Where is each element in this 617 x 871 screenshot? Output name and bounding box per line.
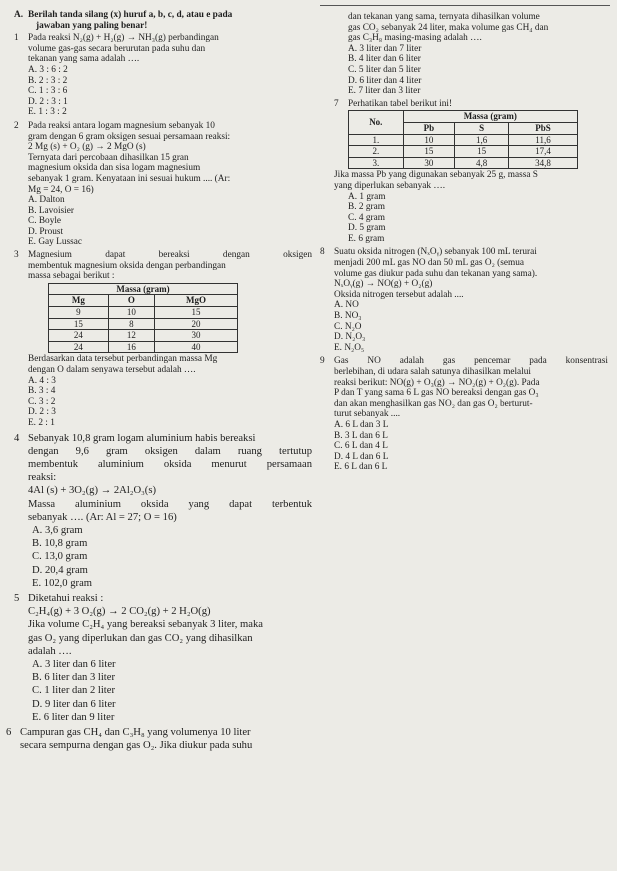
option-b[interactable]: B. Lavoisier — [28, 205, 74, 216]
question-text-line: berlebihan, di udara salah satunya dihasilkan melalui — [334, 367, 531, 377]
option-d[interactable]: D. 9 liter dan 6 liter — [32, 698, 116, 710]
table-cell: 16 — [108, 341, 154, 353]
question-text-line: volume gas diukur pada suhu dan tekanan yang sama). — [334, 268, 538, 279]
question-6 — [6, 726, 312, 752]
option-e[interactable]: E. 2 : 1 — [28, 417, 55, 428]
option-a[interactable]: A. 1 gram — [348, 191, 386, 202]
question-text-line: volume gas-gas secara berurutan pada suhu dan — [28, 43, 206, 54]
question-2 — [14, 121, 312, 248]
question-text-line: gram dengan 6 gram oksigen sesuai persamaan reaksi: — [28, 131, 231, 142]
question-text-line: membentuk magnesium oksida dengan perbandingan — [28, 260, 226, 271]
table-header-pb: Pb — [403, 122, 454, 134]
option-e[interactable]: E. 6 liter dan 9 liter — [32, 711, 115, 723]
option-b[interactable]: B. 2 gram — [348, 202, 385, 213]
question-number: 8 — [320, 247, 325, 258]
question-text-line: Oksida nitrogen tersebut adalah .... — [334, 289, 464, 300]
question-3 — [14, 250, 312, 429]
question-number: 4 — [14, 432, 20, 444]
table-cell: 3. — [349, 157, 404, 169]
option-a[interactable]: A. 6 L dan 3 L — [334, 419, 389, 430]
question-text-line: sebanyak …. (Ar: Al = 27; O = 16) — [28, 511, 177, 523]
question-9 — [320, 356, 608, 473]
question-text-line: Gas NO adalah gas pencemar pada konsentrasi — [334, 356, 608, 367]
left-column — [6, 10, 312, 752]
question-text-line: dengan 9,6 gram oksigen dalam ruang tertutup — [28, 445, 312, 457]
table-header-pbs: PbS — [509, 122, 578, 134]
option-a[interactable]: A. 3 : 6 : 2 — [28, 64, 68, 75]
question-text-line: Ternyata dari percobaan dihasilkan 15 gran — [28, 152, 189, 163]
option-e[interactable]: E. 6 L dan 6 L — [334, 462, 388, 473]
question-number: 3 — [14, 250, 19, 261]
table-cell: 9 — [49, 307, 109, 319]
option-c[interactable]: C. 1 liter dan 2 liter — [32, 685, 115, 697]
top-rule — [320, 5, 610, 6]
question-text-line: membentuk aluminium oksida menurut persamaan — [28, 458, 312, 470]
question-text-line: turut sebanyak .... — [334, 409, 401, 420]
option-b[interactable]: B. 4 liter dan 6 liter — [348, 54, 421, 65]
option-d[interactable]: D. N₂O₃ — [334, 332, 366, 343]
table-cell: 15 — [403, 146, 454, 158]
option-c[interactable]: C. 4 gram — [348, 212, 385, 223]
question-text-line: yang diperlukan sebanyak …. — [334, 180, 446, 191]
table-row — [49, 307, 238, 319]
question-number: 5 — [14, 593, 20, 604]
option-e[interactable]: E. 102,0 gram — [32, 577, 93, 589]
table-cell: 24 — [49, 341, 109, 353]
question-text-line: menjadi 200 mL gas NO dan 50 mL gas O₂ (semua — [334, 258, 525, 269]
section-title-line2: jawaban yang paling benar! — [36, 20, 148, 31]
option-b[interactable]: B. NO₃ — [334, 311, 362, 322]
option-e[interactable]: E. 1 : 3 : 2 — [28, 107, 67, 118]
question-6-continued — [320, 12, 608, 97]
option-c[interactable]: C. 13,0 gram — [32, 551, 88, 563]
question-number: 9 — [320, 356, 325, 367]
question-text-line: C₂H₄(g) + 3 O₂(g) → 2 CO₂(g) + 2 H₂O(g) — [28, 606, 211, 618]
option-e[interactable]: E. 6 gram — [348, 233, 385, 244]
question-number: 7 — [334, 98, 339, 109]
table-header-mg: Mg — [49, 295, 109, 307]
question-text-line: dengan O dalam senyawa tersebut adalah …. — [28, 365, 196, 375]
table-cell: 2. — [349, 146, 404, 158]
question-text-line: Pada reaksi N₂(g) + H₂(g) → NH₃(g) perbandingan — [28, 33, 219, 44]
question-text-line: gas CO₂ sebanyak 24 liter, maka volume gas CH₄ dan — [348, 22, 549, 33]
section-header — [14, 10, 312, 31]
question-7 — [320, 99, 608, 245]
table-row — [349, 157, 578, 169]
option-d[interactable]: D. Proust — [28, 226, 64, 237]
question-number: 6 — [6, 727, 12, 739]
table-group-header: Massa (gram) — [403, 111, 577, 123]
option-c[interactable]: C. Boyle — [28, 216, 62, 227]
question-text-line: Jika volume C₂H₄ yang bereaksi sebanyak 3 liter, maka — [28, 619, 263, 631]
option-b[interactable]: B. 6 liter dan 3 liter — [32, 672, 115, 684]
option-d[interactable]: D. 5 gram — [348, 223, 386, 234]
option-a[interactable]: A. NO — [334, 300, 359, 311]
question-text-line: NₓOᵧ(g) → NO(g) + O₂(g) — [334, 279, 433, 290]
option-a[interactable]: A. 3,6 gram — [32, 524, 83, 536]
option-d[interactable]: D. 20,4 gram — [32, 564, 88, 576]
table-cell: 8 — [108, 318, 154, 330]
mass-table-mg — [48, 283, 238, 354]
table-cell: 11,6 — [509, 134, 578, 146]
table-cell: 30 — [403, 157, 454, 169]
table-cell: 15 — [155, 307, 238, 319]
question-text-line: Pada reaksi antara logam magnesium sebanyak 10 — [28, 120, 215, 131]
option-a[interactable]: A. Dalton — [28, 195, 65, 206]
option-e[interactable]: E. N₂O₅ — [334, 342, 365, 353]
question-text-line: gas C₃H₈ masing-masing adalah …. — [348, 33, 482, 44]
table-header-mgo: MgO — [155, 295, 238, 307]
option-e[interactable]: E. Gay Lussac — [28, 237, 82, 248]
mass-table-pbs — [348, 110, 578, 169]
option-c[interactable]: C. 5 liter dan 5 liter — [348, 64, 421, 75]
table-cell: 4,8 — [455, 157, 509, 169]
question-text-line: Diketahui reaksi : — [28, 593, 104, 604]
option-b[interactable]: B. 3 L dan 6 L — [334, 430, 388, 441]
table-cell: 17,4 — [509, 146, 578, 158]
question-text-line: Sebanyak 10,8 gram logam aluminium habis bereaksi — [28, 432, 256, 444]
table-group-header: Massa (gram) — [49, 283, 238, 295]
table-row — [349, 146, 578, 158]
question-text-line: 4Al (s) + 3O₂(g) → 2Al₂O₃(s) — [28, 485, 156, 497]
right-column — [320, 12, 608, 473]
option-d[interactable]: D. 2 : 3 — [28, 407, 56, 418]
option-c[interactable]: C. N₂O — [334, 321, 362, 332]
question-number: 1 — [14, 33, 19, 44]
table-cell: 30 — [155, 330, 238, 342]
question-text-line: Perhatikan tabel berikut ini! — [348, 98, 453, 109]
question-text-line: adalah …. — [28, 645, 72, 657]
option-d[interactable]: D. 2 : 3 : 1 — [28, 96, 68, 107]
table-row — [349, 134, 578, 146]
question-text-line: Jika massa Pb yang digunakan sebanyak 25 g, massa S — [334, 170, 538, 181]
question-text-line: reaksi: — [28, 472, 57, 484]
option-e[interactable]: E. 7 liter dan 3 liter — [348, 86, 421, 97]
table-row — [49, 330, 238, 342]
table-cell: 1. — [349, 134, 404, 146]
option-b[interactable]: B. 2 : 3 : 2 — [28, 75, 68, 86]
question-text-line: 2 Mg (s) + O₂ (g) → 2 MgO (s) — [28, 142, 146, 153]
question-8 — [320, 247, 608, 353]
question-number: 2 — [14, 120, 19, 131]
table-header-o: O — [108, 295, 154, 307]
option-a[interactable]: A. 3 liter dan 7 liter — [348, 43, 422, 54]
table-cell: 15 — [49, 318, 109, 330]
table-header-s: S — [455, 122, 509, 134]
option-c[interactable]: C. 1 : 3 : 6 — [28, 86, 68, 97]
question-5 — [14, 592, 312, 724]
question-4 — [14, 432, 312, 590]
table-cell: 34,8 — [509, 157, 578, 169]
question-text-line: dan tekanan yang sama, ternyata dihasilkan volume — [348, 12, 540, 22]
section-letter: A. — [14, 10, 24, 20]
option-c[interactable]: C. 3 : 2 — [28, 396, 56, 407]
question-1 — [14, 33, 312, 118]
section-title-line1: Berilah tanda silang (x) huruf a, b, c, d, atau e pada — [28, 10, 233, 20]
question-text-line: P dan T yang sama 6 L gas NO bereaksi dengan gas O₃ — [334, 388, 539, 399]
question-text-line: Mg = 24, O = 16) — [28, 184, 94, 195]
question-text-line: Campuran gas CH₄ dan C₃H₈ yang volumenya 10 liter — [20, 727, 251, 739]
table-cell: 12 — [108, 330, 154, 342]
question-text-line: tekanan yang sama adalah …. — [28, 54, 140, 65]
question-text-line: dan akan menghasilkan gas NO₂ dan gas O₂ berturut- — [334, 398, 533, 409]
option-a[interactable]: A. 3 liter dan 6 liter — [32, 659, 116, 671]
question-text-line: Magnesium dapat bereaksi dengan oksigen — [28, 250, 312, 261]
table-header-no: No. — [349, 111, 404, 134]
table-cell: 40 — [155, 341, 238, 353]
question-text-line: Massa aluminium oksida yang dapat terbentuk — [28, 498, 312, 510]
option-d[interactable]: D. 4 L dan 6 L — [334, 451, 389, 462]
question-text-line: Berdasarkan data tersebut perbandingan massa Mg — [28, 354, 218, 365]
option-d[interactable]: D. 6 liter dan 4 liter — [348, 75, 422, 86]
table-cell: 24 — [49, 330, 109, 342]
table-cell: 20 — [155, 318, 238, 330]
question-text-line: gas O₂ yang diperlukan dan gas CO₂ yang dihasilkan — [28, 632, 253, 644]
question-text-line: reaksi berikut: NO(g) + O₃(g) → NO₂(g) + O₂(g). Pada — [334, 377, 540, 388]
table-cell: 15 — [455, 146, 509, 158]
option-b[interactable]: B. 3 : 4 — [28, 386, 56, 397]
table-cell: 10 — [403, 134, 454, 146]
question-text-line: magnesium oksida dan sisa logam magnesium — [28, 163, 201, 174]
option-a[interactable]: A. 4 : 3 — [28, 375, 56, 386]
question-text-line: massa sebagai berikut : — [28, 271, 115, 282]
table-row — [49, 341, 238, 353]
question-text-line: Suatu oksida nitrogen (NₓOᵧ) sebanyak 100 mL terurai — [334, 247, 537, 258]
table-cell: 1,6 — [455, 134, 509, 146]
question-text-line: secara sempurna dengan gas O₂. Jika diukur pada suhu — [20, 740, 253, 752]
option-b[interactable]: B. 10,8 gram — [32, 538, 88, 550]
question-text-line: sebanyak 1 gram. Kenyataan ini sesuai hukum .... (Ar: — [28, 173, 231, 184]
table-row — [49, 318, 238, 330]
table-cell: 10 — [108, 307, 154, 319]
option-c[interactable]: C. 6 L dan 4 L — [334, 441, 388, 452]
